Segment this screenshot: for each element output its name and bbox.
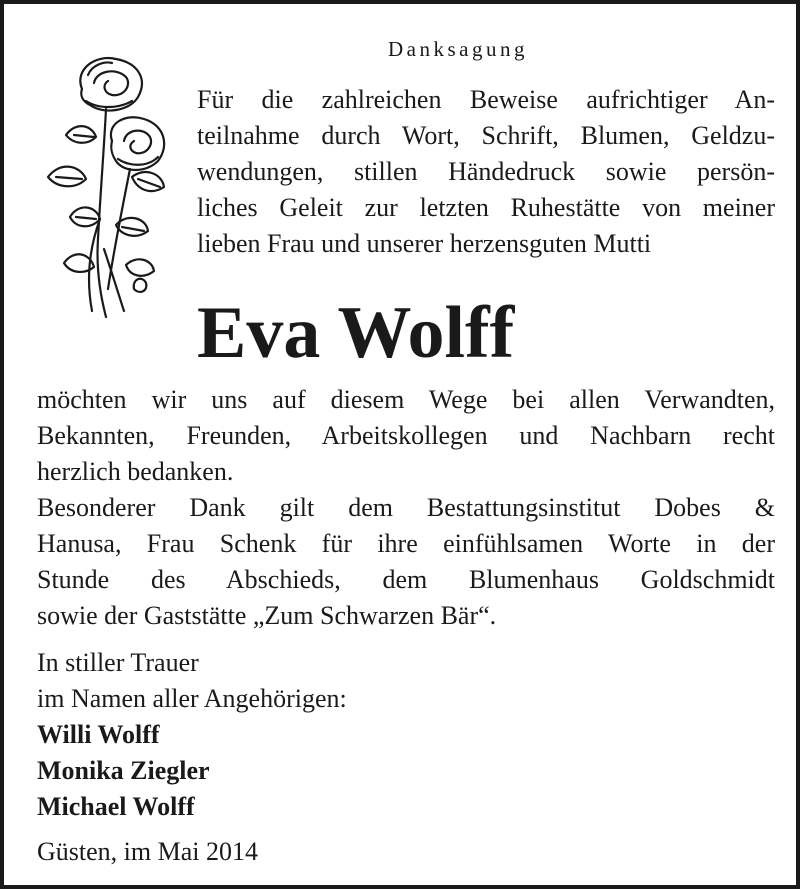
signatory-name: Michael Wolff — [37, 792, 195, 821]
closing-line: In stiller Trauer — [37, 648, 199, 677]
intro-line: wendungen, stillen Händedruck sowie persön- — [197, 157, 775, 186]
intro-line: lieben Frau und unserer herzensguten Mutti — [197, 229, 652, 258]
body-line: herzlich bedanken. — [37, 457, 234, 486]
intro-line: Für die zahlreichen Beweise aufrichtiger An- — [197, 85, 775, 114]
place-date-text: Güsten, im Mai 2014 — [37, 837, 258, 866]
deceased-name: Eva Wolff — [197, 292, 515, 374]
place-date — [37, 834, 258, 870]
thanks-paragraph — [37, 382, 775, 634]
body-line: Bekannten, Freunden, Arbeitskollegen und Nachbarn recht — [37, 421, 775, 450]
signatory-name: Willi Wolff — [37, 720, 160, 749]
intro-line: liches Geleit zur letzten Ruhestätte von meiner — [197, 193, 775, 222]
signatory-name: Monika Ziegler — [37, 756, 210, 785]
intro-paragraph — [197, 82, 775, 262]
rose-bouquet-icon — [34, 49, 179, 324]
closing-block — [37, 645, 347, 825]
intro-line: teilnahme durch Wort, Schrift, Blumen, Geldzu- — [197, 121, 775, 150]
closing-line: im Namen aller Angehörigen: — [37, 684, 347, 713]
body-line: Hanusa, Frau Schenk für ihre einfühlsamen Worte in der — [37, 529, 775, 558]
body-line: möchten wir uns auf diesem Wege bei allen Verwandten, — [37, 385, 775, 414]
body-line: Stunde des Abschieds, dem Blumenhaus Goldschmidt — [37, 565, 775, 594]
body-line: Besonderer Dank gilt dem Bestattungsinstitut Dobes & — [37, 493, 775, 522]
notice-heading: Danksagung — [388, 37, 528, 61]
body-line: sowie der Gaststätte „Zum Schwarzen Bär“. — [37, 601, 497, 630]
